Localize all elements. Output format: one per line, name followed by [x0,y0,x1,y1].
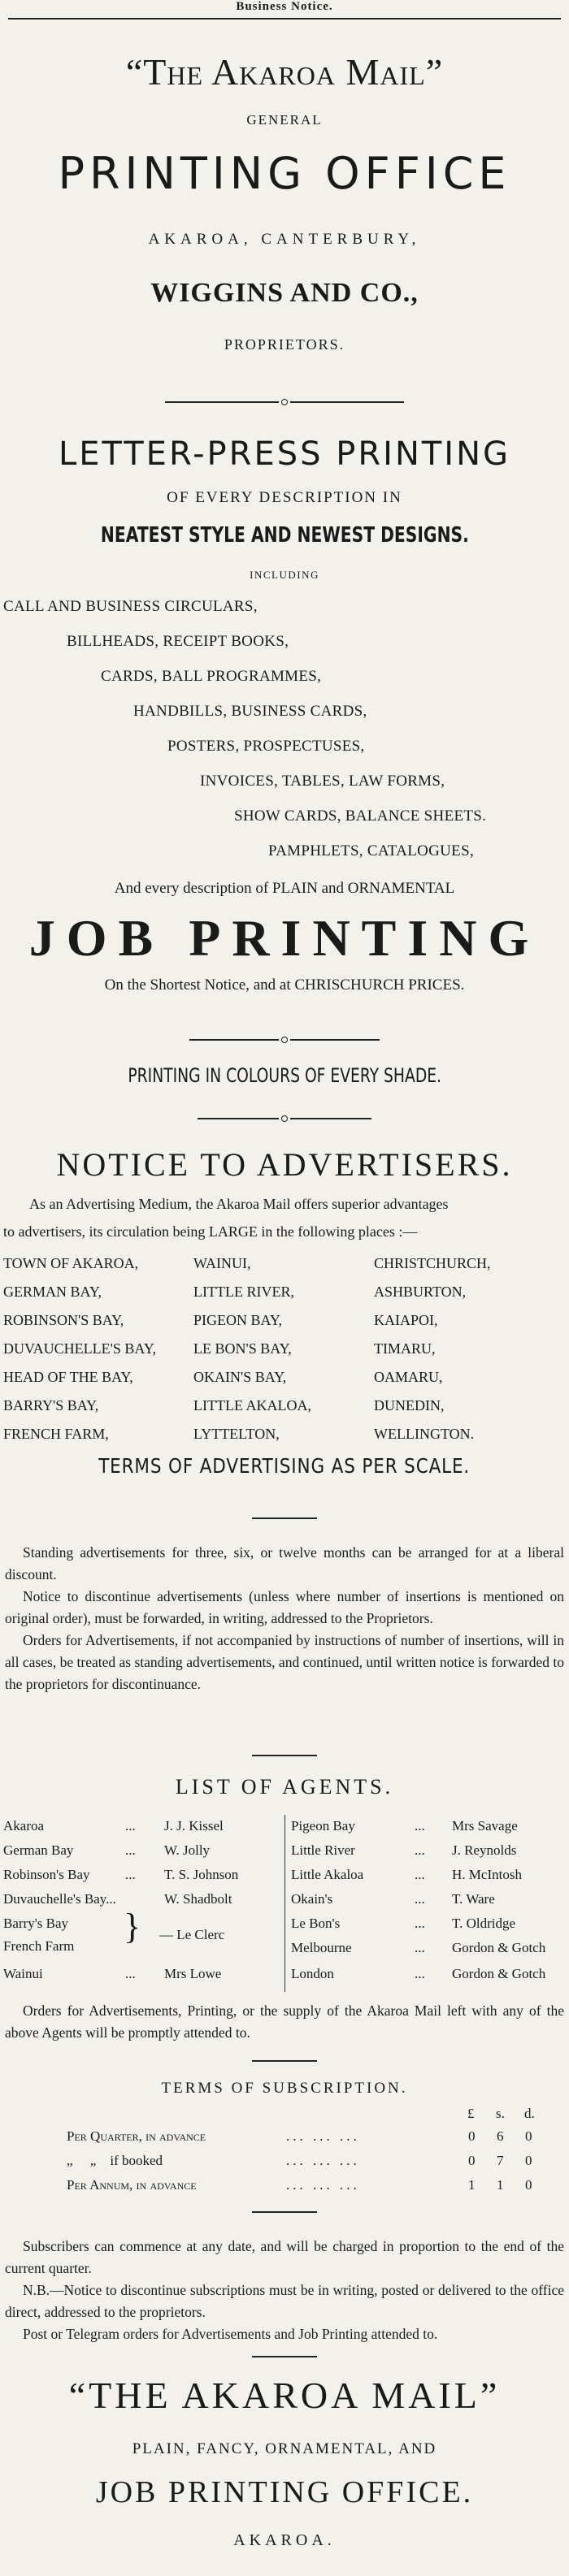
agent-name: W. Jolly [164,1842,211,1858]
subscription-paragraphs [5,2236,564,2345]
fee-pence: 0 [525,2153,532,2168]
fee-dots: ... ... ... [286,2153,360,2168]
fee-pound: 0 [468,2128,476,2144]
agent-dots: ... [415,1818,425,1834]
town-cell: OKAIN'S BAY, [193,1369,287,1385]
fee-shilling: 1 [497,2177,504,2193]
shortest-notice-line: On the Shortest Notice, and at CHRISCHURCH PRICES. [104,976,465,994]
town-cell: KAIAPOI, [374,1312,438,1328]
fee-label: Per Annum, in advance [67,2177,197,2193]
town-cell: GERMAN BAY, [3,1284,102,1300]
agent-name: J. J. Kissel [164,1818,224,1834]
divider-1 [0,399,569,405]
subscription-heading: TERMS OF SUBSCRIPTION. [161,2080,408,2097]
footer-title: “THE AKAROA MAIL” [68,2375,501,2416]
fee-pence: 0 [525,2128,532,2144]
divider-2 [0,1037,569,1043]
agent-name: Gordon & Gotch [452,1966,546,1981]
currency-pound: £ [467,2106,475,2121]
fee-label: Per Quarter, in advance [67,2128,206,2144]
fee-shilling: 6 [497,2128,504,2144]
agent-place: Duvauchelle's Bay... [3,1891,116,1907]
brace-icon: } [124,1907,141,1946]
town-cell: HEAD OF THE BAY, [3,1369,133,1385]
agent-name: W. Shadbolt [164,1891,232,1907]
town-cell: ROBINSON'S BAY, [3,1312,124,1328]
town-cell: FRENCH FARM, [3,1426,109,1442]
agent-place: Little River [291,1842,355,1858]
agent-place: Pigeon Bay [291,1818,355,1834]
town-cell: TIMARU, [374,1340,436,1357]
town-cell: LITTLE RIVER, [193,1284,294,1300]
agent-dots: ... [125,1842,136,1858]
agent-name: H. McIntosh [452,1867,522,1882]
orders-agents-paragraph: Orders for Advertisements, Printing, or the supply of the Akaroa Mail left with any of the above Agents will be promptly attended to. [5,2002,564,2041]
agent-name-joint: — Le Clerc [159,1927,225,1942]
service-item: CARDS, BALL PROGRAMMES, [101,668,322,685]
footer-place: AKAROA. [233,2531,336,2549]
company-name: WIGGINS AND CO., [150,278,419,308]
agent-dots: ... [125,1966,136,1981]
town-cell: OAMARU, [374,1369,443,1385]
agent-dots: ... [415,1891,425,1907]
divider-7 [0,2211,569,2213]
town-cell: WELLINGTON. [374,1426,475,1442]
job-printing-heading: JOB PRINTING [28,909,541,967]
proprietors-label: PROPRIETORS. [224,336,345,353]
agent-dots: ... [415,1966,425,1981]
divider-3 [0,1115,569,1122]
service-item: HANDBILLS, BUSINESS CARDS, [133,703,367,720]
town-cell: PIGEON BAY, [193,1312,283,1328]
advertising-paragraphs [5,1542,564,1695]
town-cell: ASHBURTON, [374,1284,467,1300]
town-cell: DUNEDIN, [374,1397,445,1414]
colours-line: PRINTING IN COLOURS OF EVERY SHADE. [128,1064,441,1087]
agent-dots: ... [415,1842,425,1858]
divider-5 [0,1755,569,1756]
general-label: GENERAL [246,112,323,128]
town-cell: LYTTELTON, [193,1426,280,1442]
service-item: INVOICES, TABLES, LAW FORMS, [200,773,445,790]
fee-pence: 0 [525,2177,532,2193]
fee-dots: ... ... ... [286,2177,360,2193]
including-label: INCLUDING [250,569,319,581]
agent-place: Okain's [291,1891,333,1907]
header-label: Business Notice. [236,0,333,13]
orders-paragraph: Orders for Advertisements, if not accompanied by instructions of number of insertions, will in all cases, be treated as standing advertisements, and continued, until written notice is forwarded to the proprietors for discontinuance. [5,1632,564,1692]
letterpress-heading: LETTER-PRESS PRINTING [58,435,511,473]
town-cell: TOWN OF AKAROA, [3,1255,139,1271]
town-cell: LITTLE AKALOA, [193,1397,311,1414]
town-cell: CHRISTCHURCH, [374,1255,491,1271]
notice-heading: NOTICE TO ADVERTISERS. [56,1146,513,1183]
agent-name: Mrs Savage [452,1818,518,1834]
currency-shilling: s. [496,2106,505,2121]
location-line: AKAROA, CANTERBURY, [148,231,421,248]
service-item: CALL AND BUSINESS CIRCULARS, [3,598,258,615]
agent-place: Robinson's Bay [3,1867,90,1882]
agent-name: Gordon & Gotch [452,1940,546,1955]
divider-8 [0,2356,569,2357]
terms-scale-line: TERMS OF ADVERTISING AS PER SCALE. [98,1454,471,1478]
neatest-style: NEATEST STYLE AND NEWEST DESIGNS. [100,523,469,548]
fee-label: „ „ if booked [67,2153,163,2168]
town-cell: WAINUI, [193,1255,251,1271]
discontinue-paragraph: Notice to discontinue advertisements (unless where number of insertions is mentioned on original order), must be forwarded, in writing, addressed to the Proprietors. [5,1588,564,1626]
plain-ornamental-line: And every description of PLAIN and ORNAMENTAL [114,880,455,897]
service-item: PAMPHLETS, CATALOGUES, [268,842,474,859]
agents-heading: LIST OF AGENTS. [175,1775,394,1799]
agent-place: Wainui [3,1966,43,1981]
agent-place: Akaroa [3,1818,45,1834]
header-rule [0,18,569,19]
service-item: BILLHEADS, RECEIPT BOOKS, [67,633,289,650]
agent-dots: ... [415,1867,425,1882]
fee-pound: 0 [468,2153,476,2168]
agent-name: Mrs Lowe [164,1966,222,1981]
agent-dots: ... [415,1916,425,1931]
agent-name: T. Oldridge [452,1916,516,1931]
post-orders-paragraph: Post or Telegram orders for Advertisements and Job Printing attended to. [23,2326,438,2342]
nb-paragraph: N.B.—Notice to discontinue subscriptions must be in writing, posted or delivered to the office direct, addressed to the proprietors. [5,2282,564,2320]
agent-place: Le Bon's [291,1916,341,1931]
fee-pound: 1 [468,2177,476,2193]
fee-dots: ... ... ... [286,2128,360,2144]
agent-name: T. S. Johnson [164,1867,239,1882]
agent-place: London [291,1966,334,1981]
every-description: OF EVERY DESCRIPTION IN [167,489,402,506]
service-item: POSTERS, PROSPECTUSES, [167,738,365,755]
subscribers-paragraph: Subscribers can commence at any date, and will be charged in proportion to the end of the current quarter. [5,2238,564,2276]
agents-divider [284,1815,285,1992]
agent-name: J. Reynolds [452,1842,517,1858]
footer-office: JOB PRINTING OFFICE. [95,2475,474,2509]
agent-place: Barry's Bay [3,1916,69,1931]
agent-dots: ... [415,1940,425,1955]
divider-4 [0,1517,569,1519]
masthead-title: “The Akaroa Mail” [125,51,444,93]
town-cell: LE BON'S BAY, [193,1340,292,1357]
footer-subtitle: PLAIN, FANCY, ORNAMENTAL, AND [132,2440,437,2457]
town-cell: BARRY'S BAY, [3,1397,99,1414]
agent-place: German Bay [3,1842,74,1858]
agent-dots: ... [125,1818,136,1834]
printing-office-heading: PRINTING OFFICE [58,148,511,199]
town-cell: DUVAUCHELLE'S BAY, [3,1340,156,1357]
notice-intro-2: to advertisers, its circulation being LARGE in the following places :— [3,1223,418,1240]
agent-place: Melbourne [291,1940,352,1955]
service-item: SHOW CARDS, BALANCE SHEETS. [234,807,487,825]
fee-shilling: 7 [497,2153,504,2168]
standing-paragraph: Standing advertisements for three, six, or twelve months can be arranged for at a liberal discount. [5,1544,564,1582]
agent-dots: ... [125,1867,136,1882]
agent-place: Little Akaloa [291,1867,364,1882]
agent-place: French Farm [3,1938,75,1954]
agent-name: T. Ware [452,1891,495,1907]
currency-pence: d. [524,2106,535,2121]
notice-intro-1: As an Advertising Medium, the Akaroa Mail offers superior advantages [29,1196,449,1212]
divider-6 [0,2060,569,2062]
